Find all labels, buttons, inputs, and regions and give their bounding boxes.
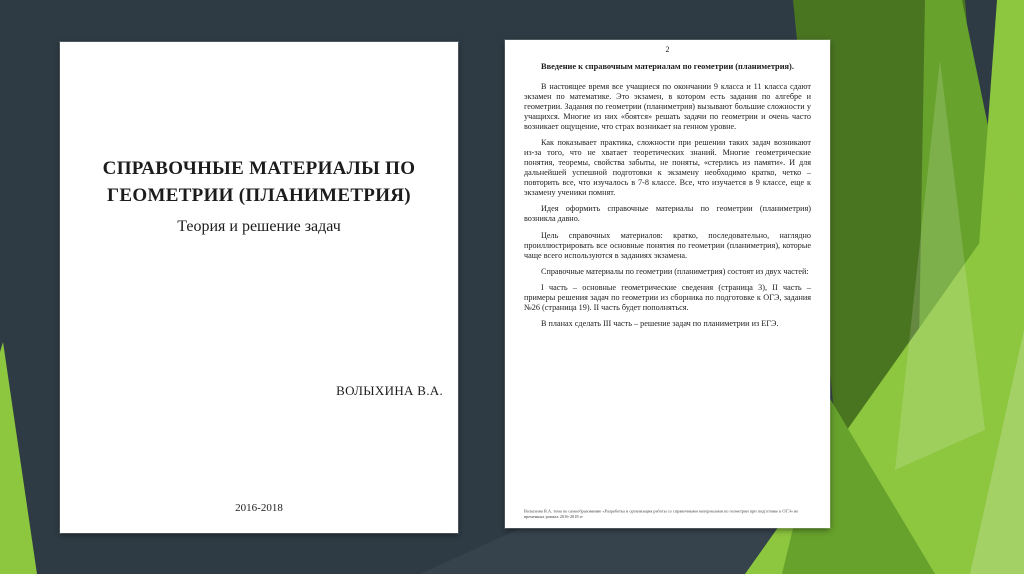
title-page (60, 42, 458, 533)
introduction-heading: Введение к справочным материалам по геометрии (планиметрия). (541, 62, 794, 71)
paragraph: Как показывает практика, сложности при решении таких задач возникают из-за того, что не хватает теоретических знаний. Многие геометрические понятия, теоремы, свойства забыты, не поняты, «стерлись из памяти». И для дальнейшей успешной подготовки к экзамену необходимо кратко, четко –повторить все, что изучалось в 7-8 классе. Все, что изучается в 9 классе, еще к экзамену ученики помнят. (524, 137, 811, 198)
paragraph: Справочные материалы по геометрии (планиметрия) состоят из двух частей: (541, 266, 809, 276)
introduction-body (524, 82, 811, 330)
paragraph: В планах сделать III часть – решение задач по планиметрии из ЕГЭ. (541, 319, 779, 329)
paragraph: В настоящее время все учащиеся по окончании 9 класса и 11 класса сдают экзамен по математике. Это экзамен, в котором есть задания по алгебре и геометрии. Задания по геометрии (планиметрия) вызывают большие сложности у учащихся. Многие из них «боятся» решать задачи по геометрии и очень часто возникает ощущение, что страх возникает на генном уровне. (524, 81, 811, 131)
document-subtitle: Теория и решение задач (177, 218, 341, 236)
paragraph: Цель справочных материалов: кратко, последовательно, наглядно проиллюстрировать все основные понятия по геометрии (планиметрия), которые чаще всего используются в заданиях экзамена. (524, 230, 811, 260)
paragraph: I часть – основные геометрические сведения (страница 3), II часть – примеры решения задач по геометрии из сборника по подготовке к ОГЭ, задания №26 (страница 19). II часть будет пополняться. (524, 282, 811, 312)
page-number: 2 (665, 45, 670, 54)
footnote: Волыхина В.А. тема по самообразованию «Разработка и организация работы со справочными материалами по геометрии при подготовке к ОГЭ» во временных рамках 2016-2018 гг (524, 508, 799, 520)
introduction-content (524, 45, 811, 335)
publication-years: 2016-2018 (235, 502, 283, 514)
author-name: ВОЛЫХИНА В.А. (336, 383, 443, 398)
document-title: СПРАВОЧНЫЕ МАТЕРИАЛЫ ПО ГЕОМЕТРИИ (ПЛАНИМЕТРИЯ) (102, 158, 416, 206)
paragraph: Идея оформить справочные материалы по геометрии (планиметрия) возникла давно. (524, 204, 811, 224)
introduction-page (505, 40, 830, 528)
